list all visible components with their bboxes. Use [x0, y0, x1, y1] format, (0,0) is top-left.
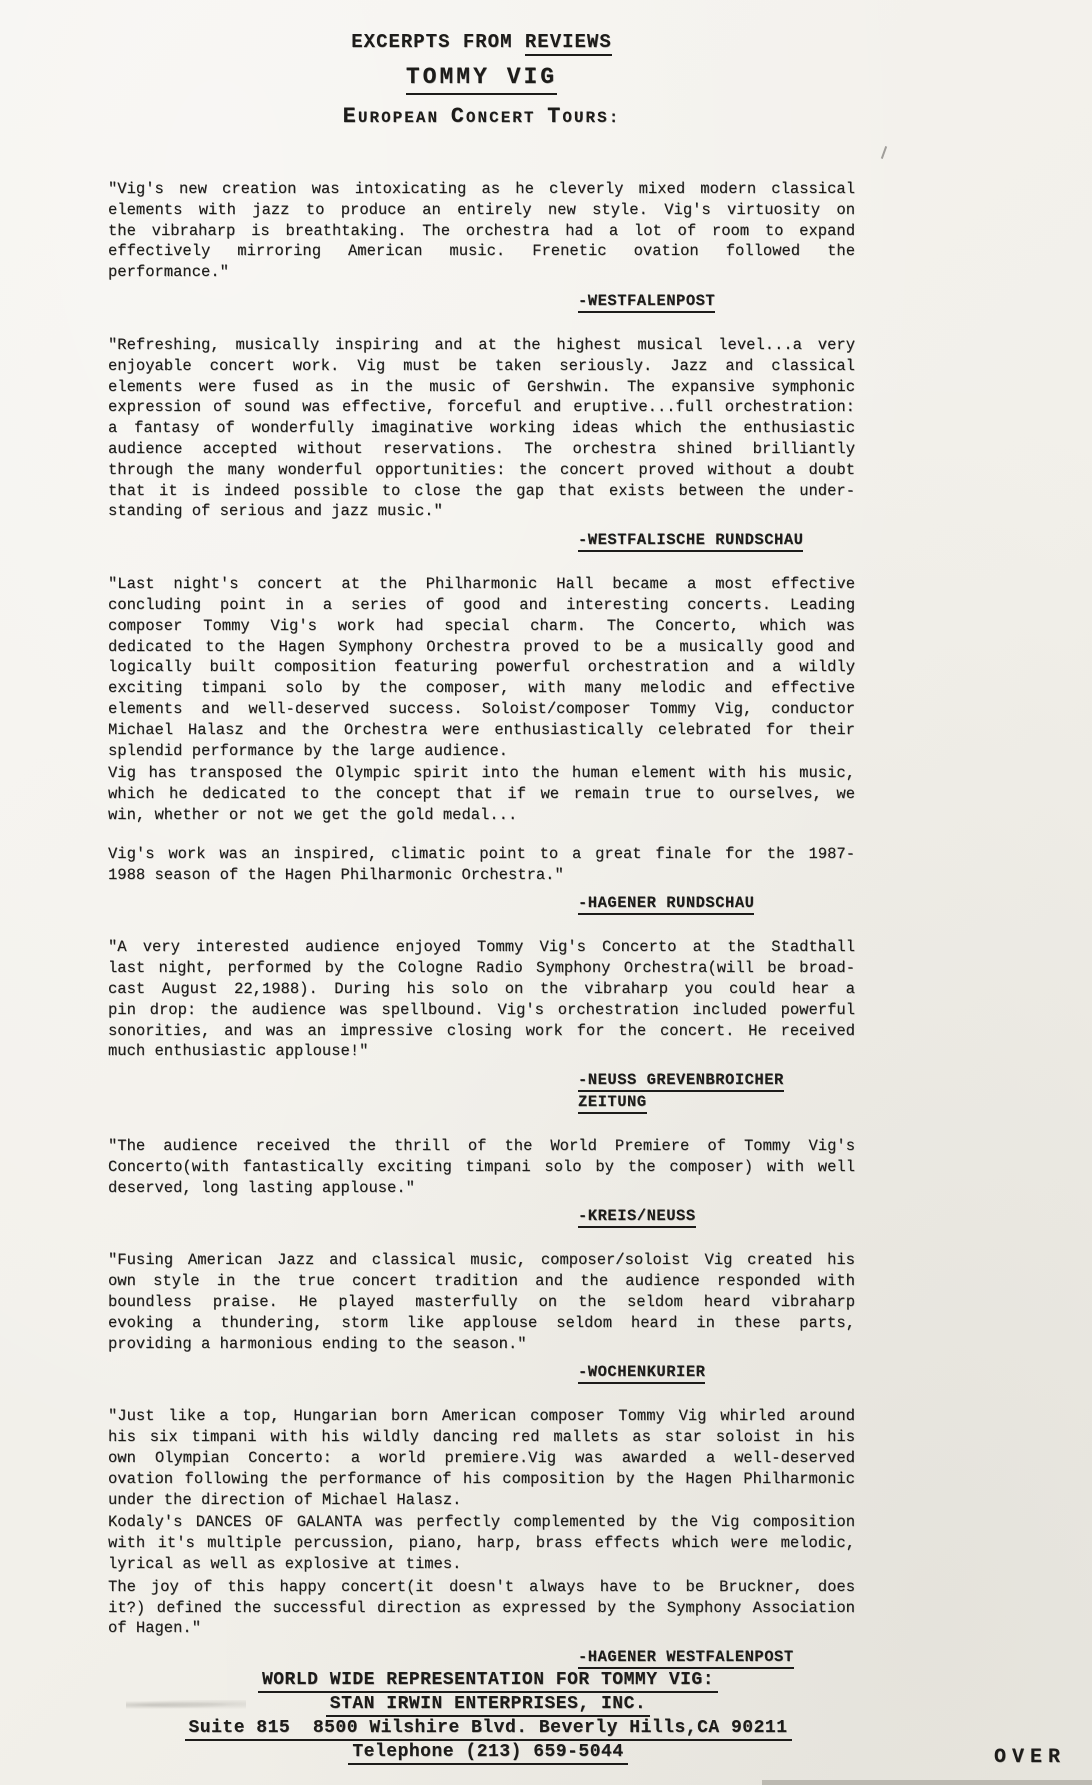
review-line: a fantasy of wonderfully imaginative working ideas which the enthusiastic	[108, 419, 855, 438]
scan-smudge-artifact	[126, 1700, 246, 1710]
review-attribution: -HAGENER WESTFALENPOST	[578, 1648, 794, 1669]
review-line: audience accepted without reservations. The orchestra shined brilliantly	[108, 439, 855, 458]
review-line: boundless praise. He played masterfully on the seldom heard vibraharp	[108, 1293, 855, 1312]
review-line: lyrical as well as explosive at times.	[108, 1555, 462, 1574]
review-line: Vig's work was an inspired, climatic point to a great finale for the 1987-	[108, 844, 855, 863]
page-title: TOMMY VIG	[406, 63, 557, 95]
review-line: "Vig's new creation was intoxicating as he cleverly mixed modern classical	[108, 180, 855, 198]
review-line: which he dedicated to the concept that if we remain true to ourselves, we	[108, 785, 855, 804]
review-paragraph	[108, 763, 855, 825]
review-line: effectively mirroring American music. Frenetic ovation followed the	[108, 242, 855, 261]
review-attribution-row	[108, 1205, 855, 1227]
review-line: Concerto(with fantastically exciting timpani solo by the composer) with well	[108, 1157, 855, 1176]
review-section	[108, 937, 855, 1113]
paragraph-gap	[108, 826, 855, 844]
page-subtitle: EUROPEAN CONCERT TOURS:	[342, 104, 621, 129]
review-line: 1988 season of the Hagen Philharmonic Orchestra."	[108, 865, 564, 884]
review-paragraph	[108, 1406, 855, 1510]
reviews	[108, 179, 855, 1668]
review-line: with it's multiple percussion, piano, harp, brass effects which were melodic,	[108, 1534, 855, 1553]
review-line: through the many wonderful opportunities: the concert proved without a doubt	[108, 460, 855, 479]
review-line: "Fusing American Jazz and classical music, composer/soloist Vig created his	[108, 1251, 855, 1270]
review-line: "The audience received the thrill of the World Premiere of Tommy Vig's	[108, 1137, 855, 1156]
page-title-row	[108, 63, 855, 95]
review-line: "Refreshing, musically inspiring and at the highest musical level...a very	[108, 335, 855, 354]
review-attribution-row	[108, 529, 855, 551]
review-attribution: -HAGENER RUNDSCHAU	[578, 894, 754, 915]
review-line: standing of serious and jazz music."	[108, 502, 443, 521]
scan-edge-artifact	[762, 1780, 1092, 1785]
review-line: splendid performance by the large audience.	[108, 741, 508, 760]
header-kicker-underlined: REVIEWS	[525, 31, 612, 56]
review-line: enjoyable concert work. Vig must be taken seriously. Jazz and classical	[108, 356, 855, 375]
footer-line	[108, 1718, 868, 1741]
review-line: Vig has transposed the Olympic spirit into the human element with his music,	[108, 764, 855, 783]
review-line: composer Tommy Vig's work had special charm. The Concerto, which was	[108, 616, 855, 635]
review-line: ovation following the performance of his composition by the Hagen Philharmonic	[108, 1469, 855, 1488]
review-line: performance."	[108, 263, 229, 282]
footer-line-text: Suite 815 8500 Wilshire Blvd. Beverly Hills,CA 90211	[185, 1718, 792, 1741]
review-line: own Olympian Concerto: a world premiere.Vig was awarded a well-deserved	[108, 1449, 855, 1468]
over-label: OVER	[993, 1746, 1066, 1770]
review-section	[108, 1406, 855, 1668]
review-line: elements were fused as in the music of Gershwin. The expansive symphonic	[108, 377, 855, 396]
footer-line-text: WORLD WIDE REPRESENTATION FOR TOMMY VIG:	[258, 1670, 718, 1693]
header-kicker	[108, 30, 855, 54]
review-line: Kodaly's DANCES OF GALANTA was perfectly complemented by the Vig composition	[108, 1513, 855, 1532]
review-paragraph	[108, 179, 855, 283]
review-paragraph	[108, 844, 855, 886]
review-line: own style in the true concert tradition and the audience responded with	[108, 1272, 855, 1291]
review-line: that it is indeed possible to close the gap that exists between the under-	[108, 481, 855, 500]
review-paragraph	[108, 574, 855, 761]
review-line: concluding point in a series of good and interesting concerts. Leading	[108, 595, 855, 614]
review-attribution: -WESTFALENPOST	[578, 292, 715, 313]
review-line: logically built composition featuring powerful orchestration and a wildly	[108, 658, 855, 677]
review-line: cast August 22,1988). During his solo on the vibraharp you could hear a	[108, 979, 855, 998]
header-kicker-prefix: EXCERPTS FROM	[351, 31, 513, 53]
review-line: win, whether or not we get the gold medal...	[108, 805, 518, 824]
review-line: his six timpani with his wildly dancing red mallets as star soloist in his	[108, 1428, 855, 1447]
review-attribution-row	[108, 1069, 855, 1113]
review-section	[108, 179, 855, 312]
review-attribution-row	[108, 290, 855, 312]
review-line: evoking a thundering, storm like applouse seldom heard in these parts,	[108, 1313, 855, 1332]
review-line: The joy of this happy concert(it doesn't always have to be Bruckner, does	[108, 1577, 855, 1596]
review-line: the vibraharp is breathtaking. The orchestra had a lot of room to expand	[108, 221, 855, 240]
review-line: "Last night's concert at the Philharmonic Hall became a most effective	[108, 575, 855, 594]
review-attribution: -KREIS/NEUSS	[578, 1207, 696, 1228]
review-attribution-row	[108, 1646, 855, 1668]
review-section	[108, 335, 855, 551]
footer-line	[108, 1670, 868, 1693]
review-line: expression of sound was effective, forceful and eruptive...full orchestration:	[108, 398, 855, 417]
review-line: providing a harmonious ending to the season."	[108, 1334, 527, 1353]
review-section	[108, 1136, 855, 1227]
review-attribution: -WOCHENKURIER	[578, 1363, 705, 1384]
review-paragraph	[108, 1250, 855, 1354]
review-paragraph	[108, 1577, 855, 1639]
review-attribution: -WESTFALISCHE RUNDSCHAU	[578, 531, 803, 552]
review-line: of Hagen."	[108, 1619, 202, 1638]
review-paragraph	[108, 335, 855, 522]
footer	[108, 1670, 868, 1766]
review-line: under the direction of Michael Halasz.	[108, 1490, 462, 1509]
review-line: exciting timpani solo by the composer, with many melodic and effective	[108, 679, 855, 698]
review-line: elements with jazz to produce an entirely new style. Vig's virtuosity on	[108, 200, 855, 219]
review-line: dedicated to the Hagen Symphony Orchestra proved to be a musically good and	[108, 637, 855, 656]
review-section	[108, 574, 855, 914]
review-attribution-row	[108, 892, 855, 914]
review-line: deserved, long lasting applouse."	[108, 1178, 415, 1197]
footer-line	[108, 1742, 868, 1765]
review-line: Michael Halasz and the Orchestra were enthusiastically celebrated for their	[108, 720, 855, 739]
review-line: sonorities, and was an impressive closing work for the concert. He received	[108, 1021, 855, 1040]
review-line: last night, performed by the Cologne Radio Symphony Orchestra(will be broad-	[108, 959, 855, 978]
footer-line-text: STAN IRWIN ENTERPRISES, INC.	[326, 1694, 650, 1717]
review-line: elements and well-deserved success. Soloist/composer Tommy Vig, conductor	[108, 699, 855, 718]
review-section	[108, 1250, 855, 1383]
review-line: "A very interested audience enjoyed Tommy Vig's Concerto at the Stadthall	[108, 938, 855, 957]
review-attribution: -NEUSS GREVENBROICHER ZEITUNG	[578, 1071, 784, 1114]
review-line: pin drop: the audience was spellbound. Vig's orchestration included powerful	[108, 1000, 855, 1019]
review-paragraph	[108, 1136, 855, 1198]
review-line: "Just like a top, Hungarian born American composer Tommy Vig whirled around	[108, 1407, 855, 1426]
review-line: much enthusiastic applouse!"	[108, 1042, 369, 1061]
review-paragraph	[108, 937, 855, 1062]
review-line: it?) defined the successful direction as expressed by the Symphony Association	[108, 1598, 855, 1617]
review-attribution-row	[108, 1361, 855, 1383]
footer-line-text: Telephone (213) 659-5044	[348, 1742, 627, 1765]
review-paragraph	[108, 1512, 855, 1574]
